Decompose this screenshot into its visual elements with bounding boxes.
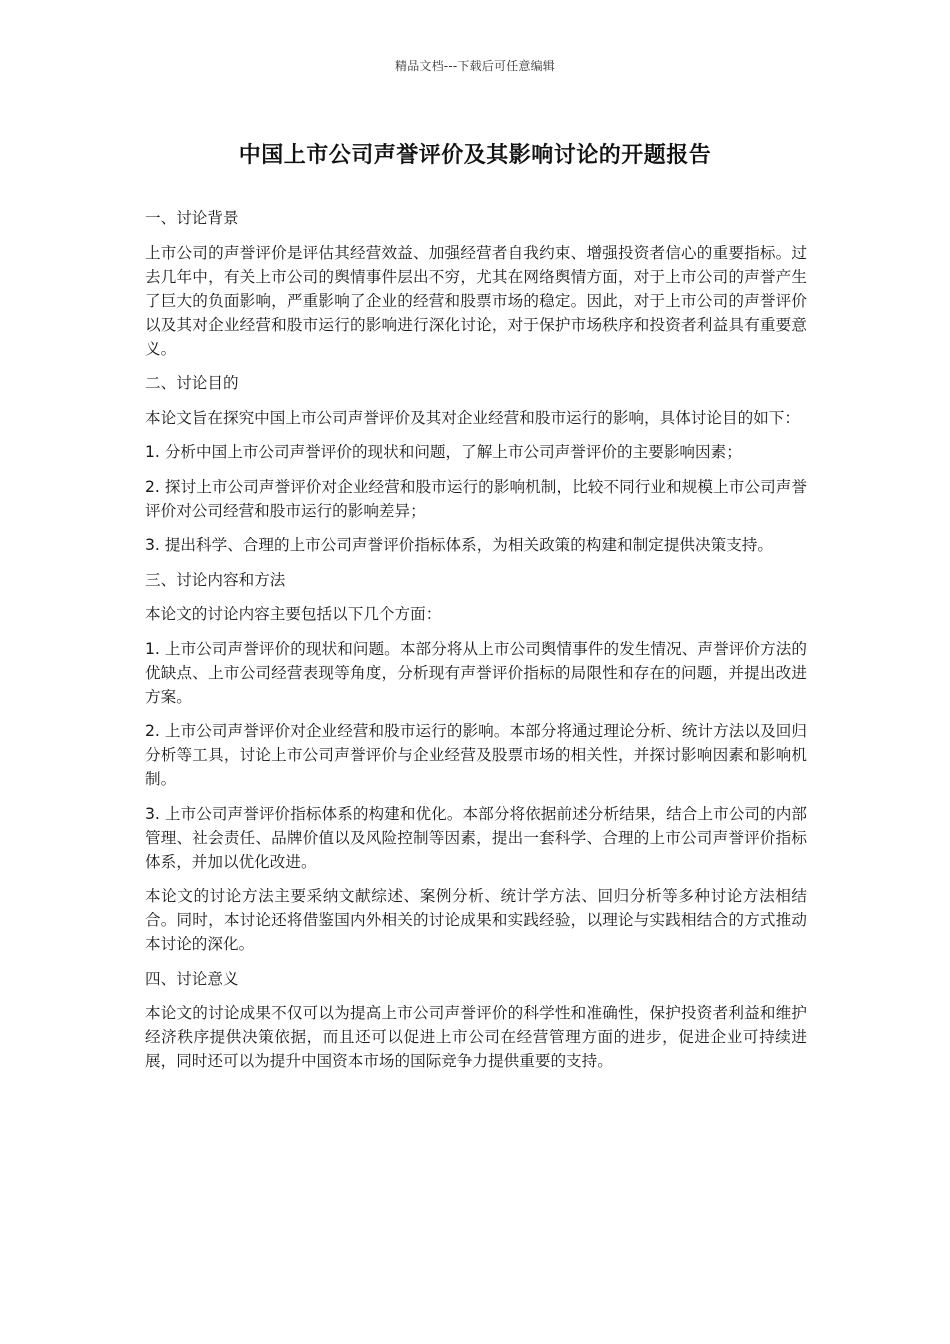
- document-body: [145, 206, 807, 1084]
- document-title: 中国上市公司声誉评价及其影响讨论的开题报告: [238, 143, 712, 168]
- section-heading: 二、讨论目的: [145, 374, 239, 392]
- section-heading: 三、讨论内容和方法: [145, 570, 286, 589]
- list-item: 3. 上市公司声誉评价指标体系的构建和优化。本部分将依据前述分析结果，结合上市公司的内部管理、社会责任、品牌价值以及风险控制等因素，提出一套科学、合理的上市公司声誉评价指标体系，并加以优化改进。: [145, 804, 807, 871]
- paragraph: 本论文旨在探究中国上市公司声誉评价及其对企业经营和股市运行的影响，具体讨论目的如下：: [145, 408, 800, 427]
- list-item: 2. 上市公司声誉评价对企业经营和股市运行的影响。本部分将通过理论分析、统计方法以及回归分析等工具，讨论上市公司声誉评价与企业经营及股票市场的相关性，并探讨影响因素和影响机制。: [145, 722, 807, 788]
- paragraph: 上市公司的声誉评价是评估其经营效益、加强经营者自我约束、增强投资者信心的重要指标。过去几年中，有关上市公司的舆情事件层出不穷，尤其在网络舆情方面，对于上市公司的声誉产生了巨大的负面影响，严重影响了企业的经营和股票市场的稳定。因此，对于上市公司的声誉评价以及其对企业经营和股市运行的影响进行深化讨论，对于保护市场秩序和投资者利益具有重要意义。: [145, 243, 807, 358]
- header-note: 精品文档---下载后可任意编辑: [395, 59, 555, 73]
- section-heading: 四、讨论意义: [145, 969, 239, 988]
- list-item: 1. 分析中国上市公司声誉评价的现状和问题，了解上市公司声誉评价的主要影响因素；: [145, 443, 742, 461]
- list-item: 2. 探讨上市公司声誉评价对企业经营和股市运行的影响机制，比较不同行业和规模上市公司声誉评价对公司经营和股市运行的影响差异；: [145, 477, 807, 520]
- list-item: 3. 提出科学、合理的上市公司声誉评价指标体系，为相关政策的构建和制定提供决策支持。: [145, 536, 773, 554]
- section-heading: 一、讨论背景: [145, 209, 239, 227]
- list-item: 1. 上市公司声誉评价的现状和问题。本部分将从上市公司舆情事件的发生情况、声誉评价方法的优缺点、上市公司经营表现等角度，分析现有声誉评价指标的局限性和存在的问题，并提出改进方案。: [145, 639, 807, 706]
- paragraph: 本论文的讨论成果不仅可以为提高上市公司声誉评价的科学性和准确性，保护投资者利益和维护经济秩序提供决策依据，而且还可以促进上市公司在经营管理方面的进步，促进企业可持续进展，同时还可以为提升中国资本市场的国际竞争力提供重要的支持。: [145, 1004, 807, 1070]
- paragraph: 本论文的讨论方法主要采纳文献综述、案例分析、统计学方法、回归分析等多种讨论方法相结合。同时，本讨论还将借鉴国内外相关的讨论成果和实践经验，以理论与实践相结合的方式推动本讨论的深化。: [145, 887, 807, 953]
- paragraph: 本论文的讨论内容主要包括以下几个方面：: [145, 605, 442, 623]
